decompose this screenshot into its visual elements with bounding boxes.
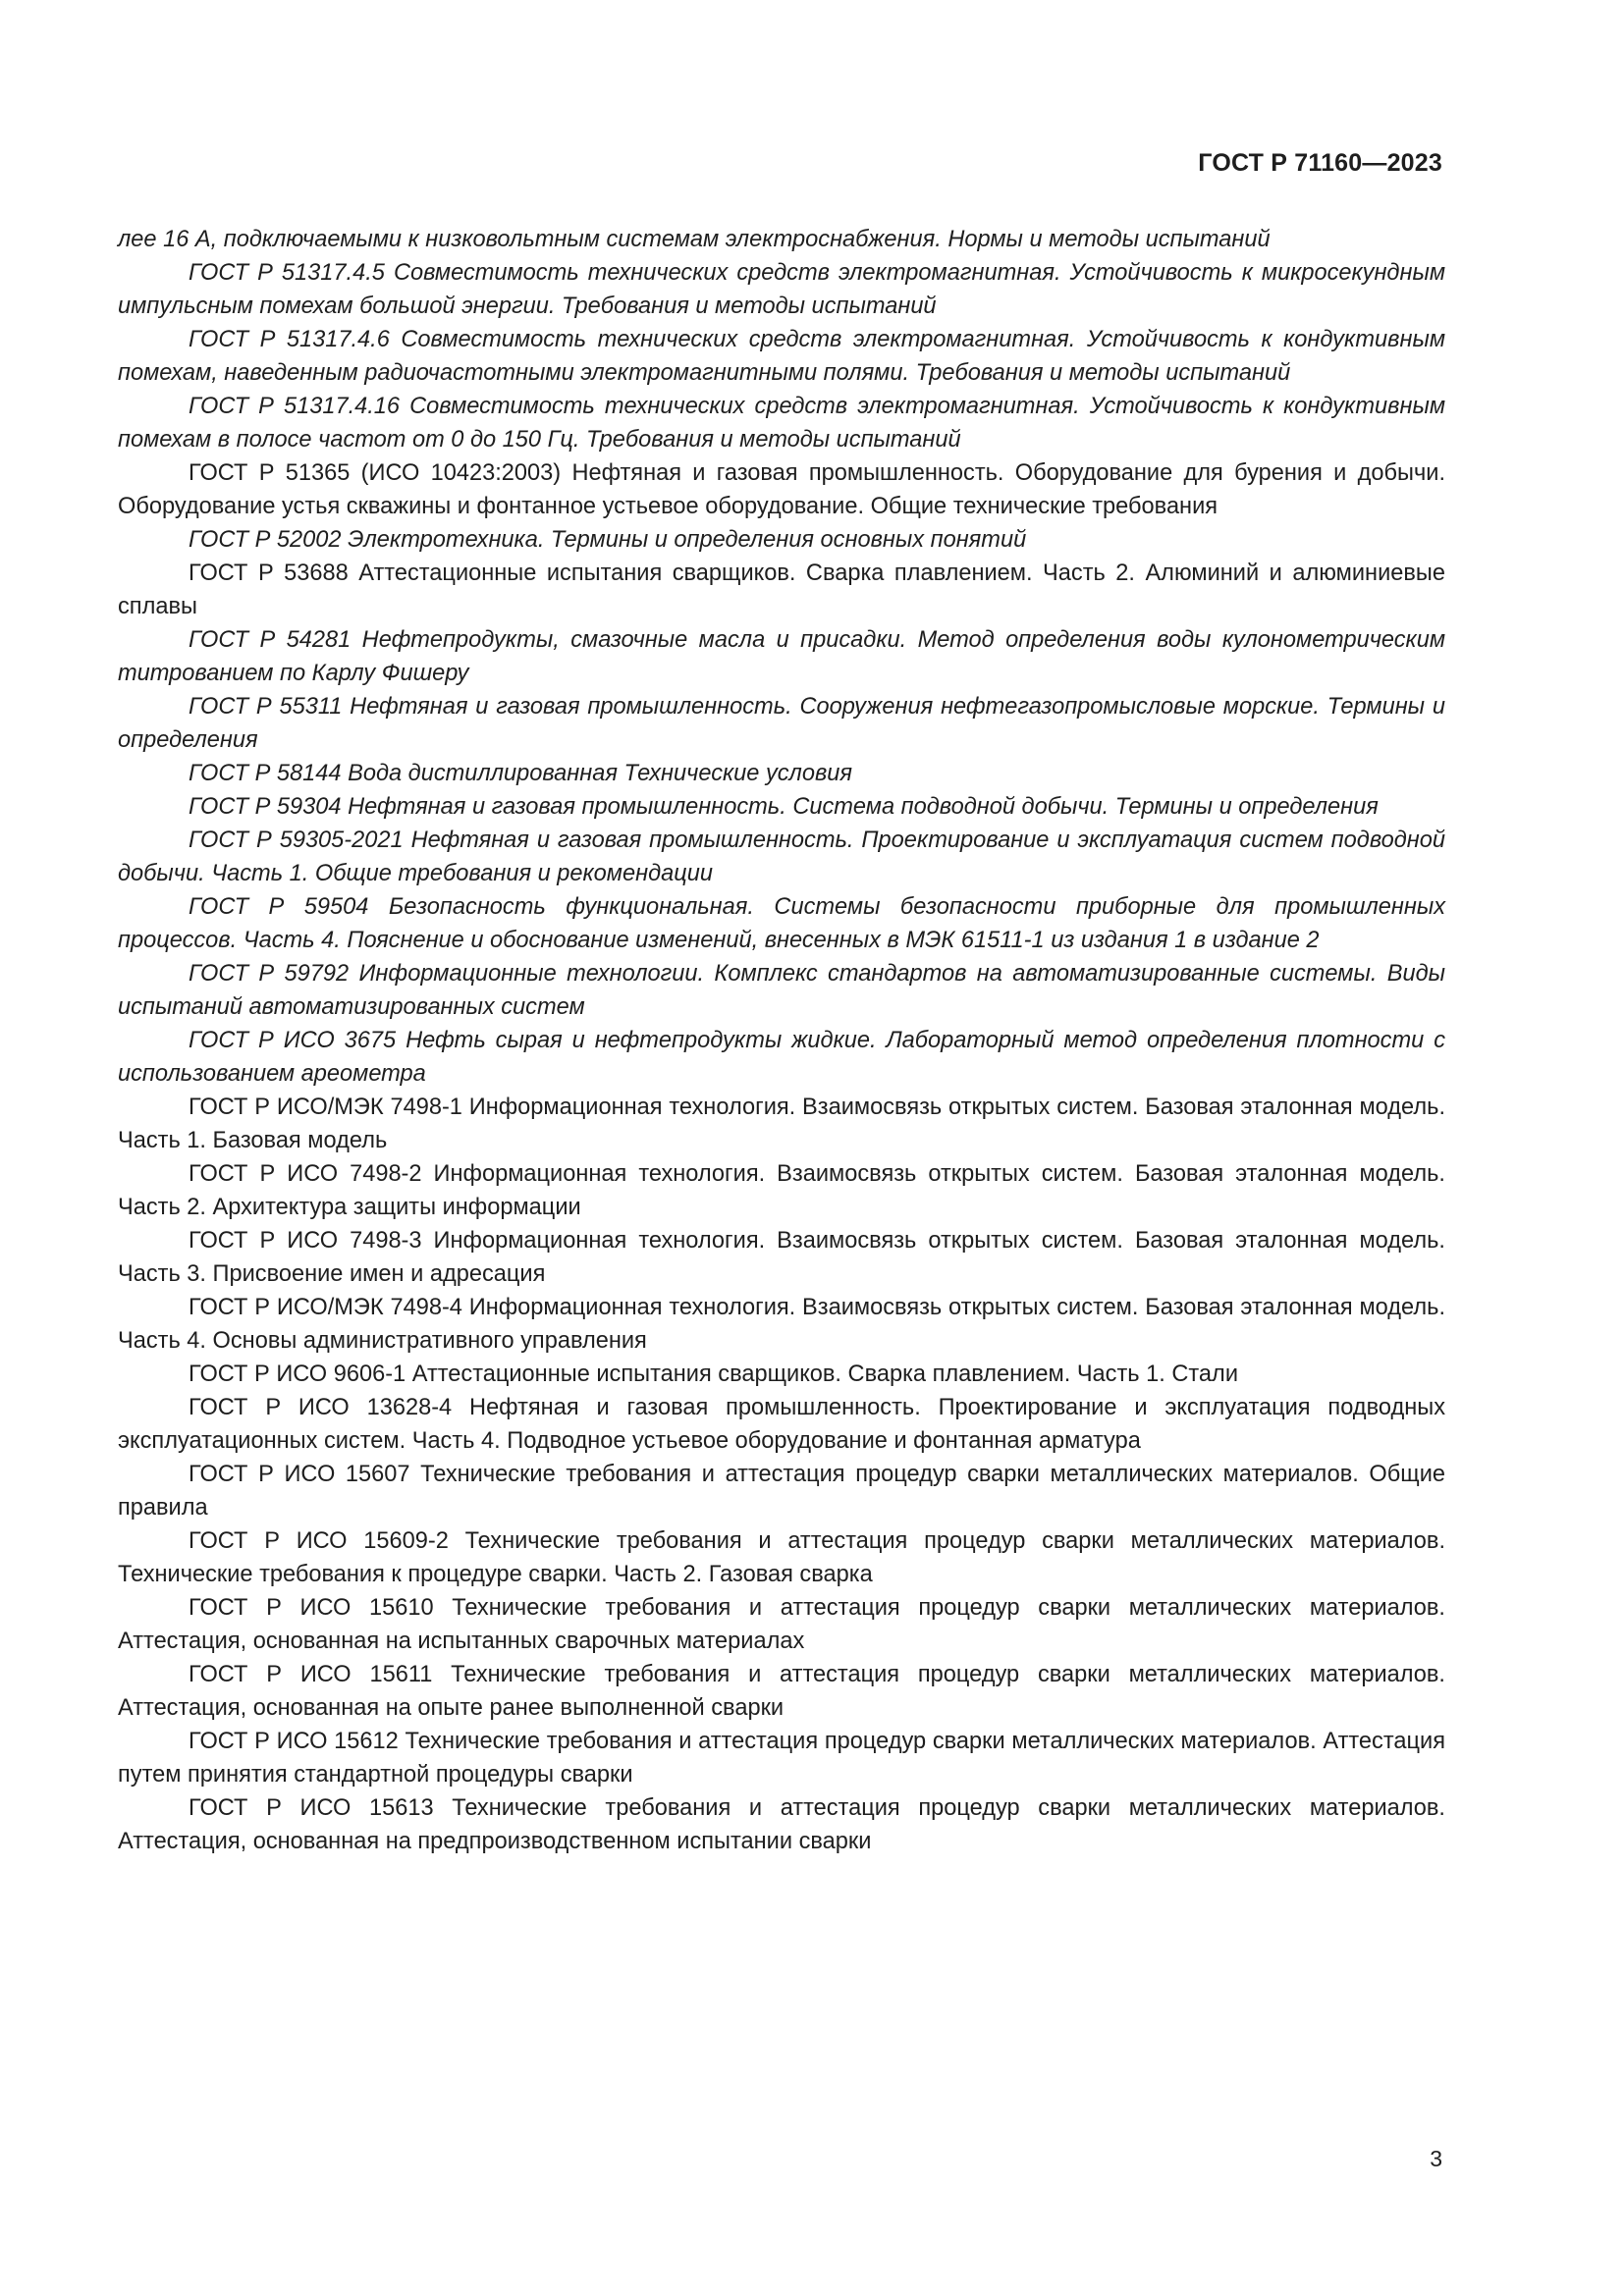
reference-entry: ГОСТ Р ИСО 15609-2 Технические требования и аттестация процедур сварки металлических материалов. Технические требования к процедуре сварки. Часть 2. Газовая сварка xyxy=(118,1528,1445,1587)
reference-entry: ГОСТ Р ИСО 7498-2 Информационная технология. Взаимосвязь открытых систем. Базовая эталонная модель. Часть 2. Архитектура защиты информации xyxy=(118,1161,1445,1220)
reference-entry: ГОСТ Р ИСО 3675 Нефть сырая и нефтепродукты жидкие. Лабораторный метод определения плотности с использованием ареометра xyxy=(118,1028,1445,1087)
reference-entry: ГОСТ Р 51317.4.16 Совместимость технических средств электромагнитная. Устойчивость к кондуктивным помехам в полосе частот от 0 до 150 Гц. Требования и методы испытаний xyxy=(118,394,1445,453)
reference-entry: ГОСТ Р 59792 Информационные технологии. Комплекс стандартов на автоматизированные системы. Виды испытаний автоматизированных систем xyxy=(118,961,1445,1020)
reference-entry: ГОСТ Р 51317.4.5 Совместимость технических средств электромагнитная. Устойчивость к микросекундным импульсным помехам большой энергии. Требования и методы испытаний xyxy=(118,260,1445,319)
reference-entry: ГОСТ Р 52002 Электротехника. Термины и определения основных понятий xyxy=(189,527,1027,553)
reference-entry: ГОСТ Р 55311 Нефтяная и газовая промышленность. Сооружения нефтегазопромысловые морские. Термины и определения xyxy=(118,694,1445,753)
reference-entry: ГОСТ Р ИСО 15611 Технические требования и аттестация процедур сварки металлических материалов. Аттестация, основанная на опыте ранее выполненной сварки xyxy=(118,1662,1445,1721)
reference-entry: ГОСТ Р 51365 (ИСО 10423:2003) Нефтяная и газовая промышленность. Оборудование для бурения и добычи. Оборудование устья скважины и фонтанное устьевое оборудование. Общие технические требования xyxy=(118,460,1445,519)
reference-entry: ГОСТ Р ИСО 15607 Технические требования и аттестация процедур сварки металлических материалов. Общие правила xyxy=(118,1462,1445,1521)
reference-entry: ГОСТ Р ИСО/МЭК 7498-1 Информационная технология. Взаимосвязь открытых систем. Базовая эталонная модель. Часть 1. Базовая модель xyxy=(118,1095,1445,1153)
reference-entry: ГОСТ Р 59304 Нефтяная и газовая промышленность. Система подводной добычи. Термины и определения xyxy=(189,794,1379,820)
reference-entry: ГОСТ Р ИСО 7498-3 Информационная технология. Взаимосвязь открытых систем. Базовая эталонная модель. Часть 3. Присвоение имен и адресация xyxy=(118,1228,1445,1287)
reference-entry: ГОСТ Р ИСО 15612 Технические требования и аттестация процедур сварки металлических материалов. Аттестация путем принятия стандартной процедуры сварки xyxy=(118,1729,1445,1788)
normative-references-list xyxy=(118,223,1445,1858)
reference-entry: ГОСТ Р 59504 Безопасность функциональная. Системы безопасности приборные для промышленных процессов. Часть 4. Пояснение и обоснование изменений, внесенных в МЭК 61511-1 из издания 1 в издание 2 xyxy=(118,894,1445,953)
reference-entry: ГОСТ Р 59305-2021 Нефтяная и газовая промышленность. Проектирование и эксплуатация систем подводной добычи. Часть 1. Общие требования и рекомендации xyxy=(118,828,1445,886)
reference-entry: ГОСТ Р 53688 Аттестационные испытания сварщиков. Сварка плавлением. Часть 2. Алюминий и алюминиевые сплавы xyxy=(118,561,1445,619)
reference-entry: ГОСТ Р ИСО 13628-4 Нефтяная и газовая промышленность. Проектирование и эксплуатация подводных эксплуатационных систем. Часть 4. Подводное устьевое оборудование и фонтанная арматура xyxy=(118,1395,1445,1454)
reference-entry: ГОСТ Р 54281 Нефтепродукты, смазочные масла и присадки. Метод определения воды кулонометрическим титрованием по Карлу Фишеру xyxy=(118,627,1445,686)
reference-entry: ГОСТ Р ИСО 15610 Технические требования и аттестация процедур сварки металлических материалов. Аттестация, основанная на испытанных сварочных материалах xyxy=(118,1595,1445,1654)
reference-entry: ГОСТ Р ИСО 9606-1 Аттестационные испытания сварщиков. Сварка плавлением. Часть 1. Стали xyxy=(189,1362,1238,1387)
reference-entry: ГОСТ Р ИСО/МЭК 7498-4 Информационная технология. Взаимосвязь открытых систем. Базовая эталонная модель. Часть 4. Основы административного управления xyxy=(118,1295,1445,1354)
reference-entry: ГОСТ Р 51317.4.6 Совместимость технических средств электромагнитная. Устойчивость к кондуктивным помехам, наведенным радиочастотными электромагнитными полями. Требования и методы испытаний xyxy=(118,327,1445,386)
reference-entry: ГОСТ Р 58144 Вода дистиллированная Технические условия xyxy=(189,761,853,786)
document-designation: ГОСТ Р 71160—2023 xyxy=(1198,149,1442,177)
page-number: 3 xyxy=(1430,2146,1442,2171)
reference-entry: ГОСТ Р ИСО 15613 Технические требования и аттестация процедур сварки металлических материалов. Аттестация, основанная на предпроизводственном испытании сварки xyxy=(118,1795,1445,1854)
reference-entry: лее 16 А, подключаемыми к низковольтным системам электроснабжения. Нормы и методы испытаний xyxy=(118,227,1271,252)
